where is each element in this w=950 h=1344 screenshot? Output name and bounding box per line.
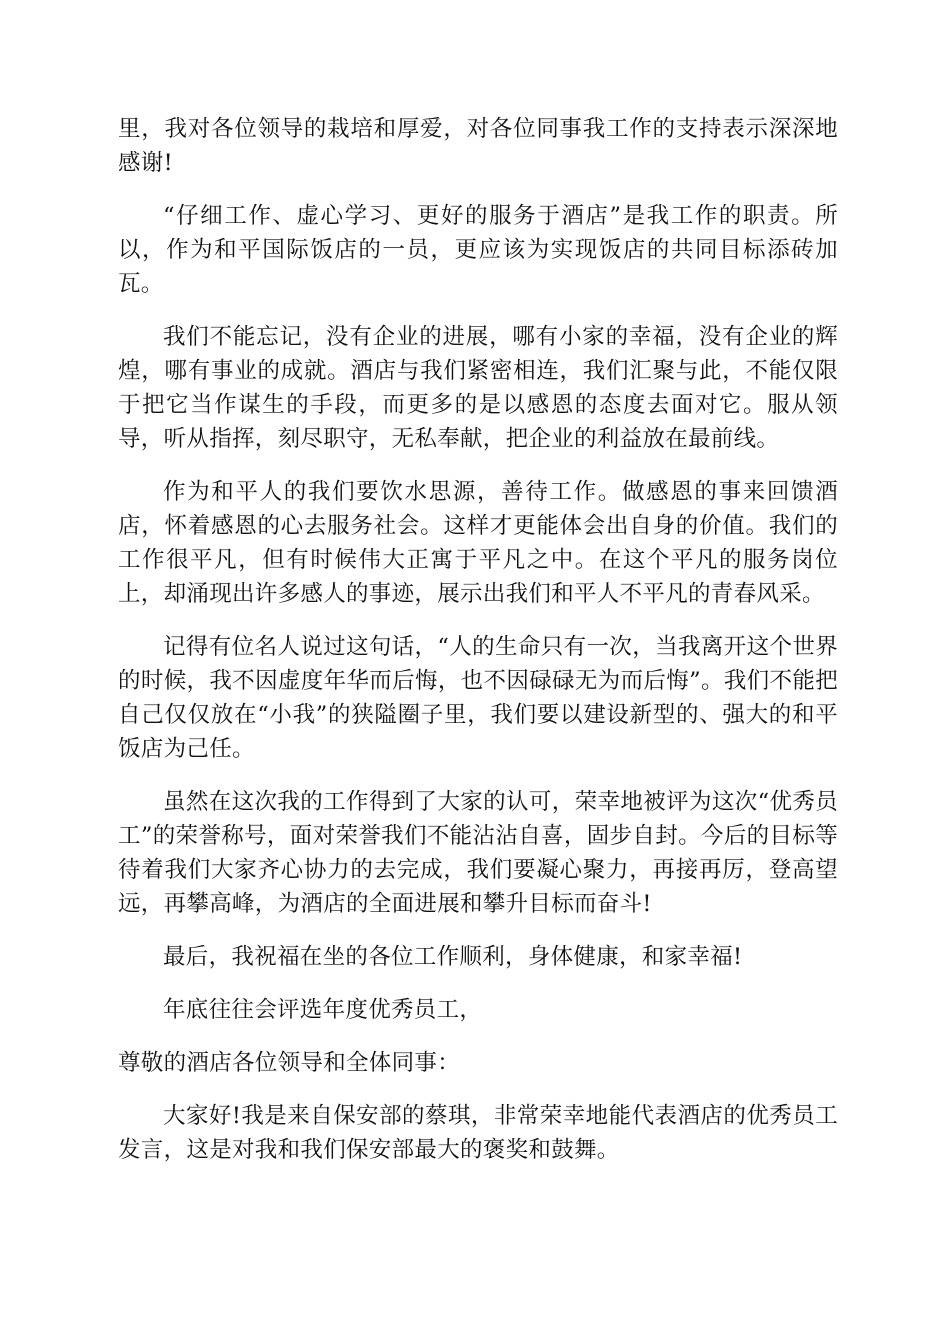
paragraph-5: 记得有位名人说过这句话，“人的生命只有一次，当我离开这个世界的时候，我不因虚度年华而后悔，也不因碌碌无为而后悔”。我们不能把自己仅仅放在“小我”的狭隘圈子里，我们要以建设新型的、强大的和平饭店为己任。 — [118, 634, 838, 762]
paragraph-6: 虽然在这次我的工作得到了大家的认可，荣幸地被评为这次“优秀员工”的荣誉称号，面对荣誉我们不能沾沾自喜，固步自封。今后的目标等待着我们大家齐心协力的去完成，我们要凝心聚力，再接再厉，登高望远，再攀高峰，为酒店的全面进展和攀升目标而奋斗! — [118, 789, 838, 917]
paragraph-8: 年底往往会评选年度优秀员工， — [163, 997, 483, 1023]
paragraph-4: 作为和平人的我们要饮水思源，善待工作。做感恩的事来回馈酒店，怀着感恩的心去服务社会。这样才更能体会出自身的价值。我们的工作很平凡，但有时候伟大正寓于平凡之中。在这个平凡的服务岗位上，却涌现出许多感人的事迹，展示出我们和平人不平凡的青春风采。 — [118, 479, 838, 607]
paragraph-7: 最后，我祝福在坐的各位工作顺利，身体健康，和家幸福! — [163, 944, 743, 970]
document-body — [118, 112, 838, 1167]
paragraph-10: 大家好!我是来自保安部的蔡琪，非常荣幸地能代表酒店的优秀员工发言，这是对我和我们保安部最大的褒奖和鼓舞。 — [118, 1103, 838, 1163]
paragraph-2: “仔细工作、虚心学习、更好的服务于酒店”是我工作的职责。所以，作为和平国际饭店的一员，更应该为实现饭店的共同目标添砖加瓦。 — [118, 203, 838, 297]
paragraph-1: 里，我对各位领导的栽培和厚爱，对各位同事我工作的支持表示深深地感谢! — [118, 116, 838, 176]
salutation: 尊敬的酒店各位领导和全体同事： — [118, 1050, 461, 1076]
paragraph-3: 我们不能忘记，没有企业的进展，哪有小家的幸福，没有企业的辉煌，哪有事业的成就。酒店与我们紧密相连，我们汇聚与此，不能仅限于把它当作谋生的手段，而更多的是以感恩的态度去面对它。服从领导，听从指挥，刻尽职守，无私奉献，把企业的利益放在最前线。 — [118, 324, 838, 452]
